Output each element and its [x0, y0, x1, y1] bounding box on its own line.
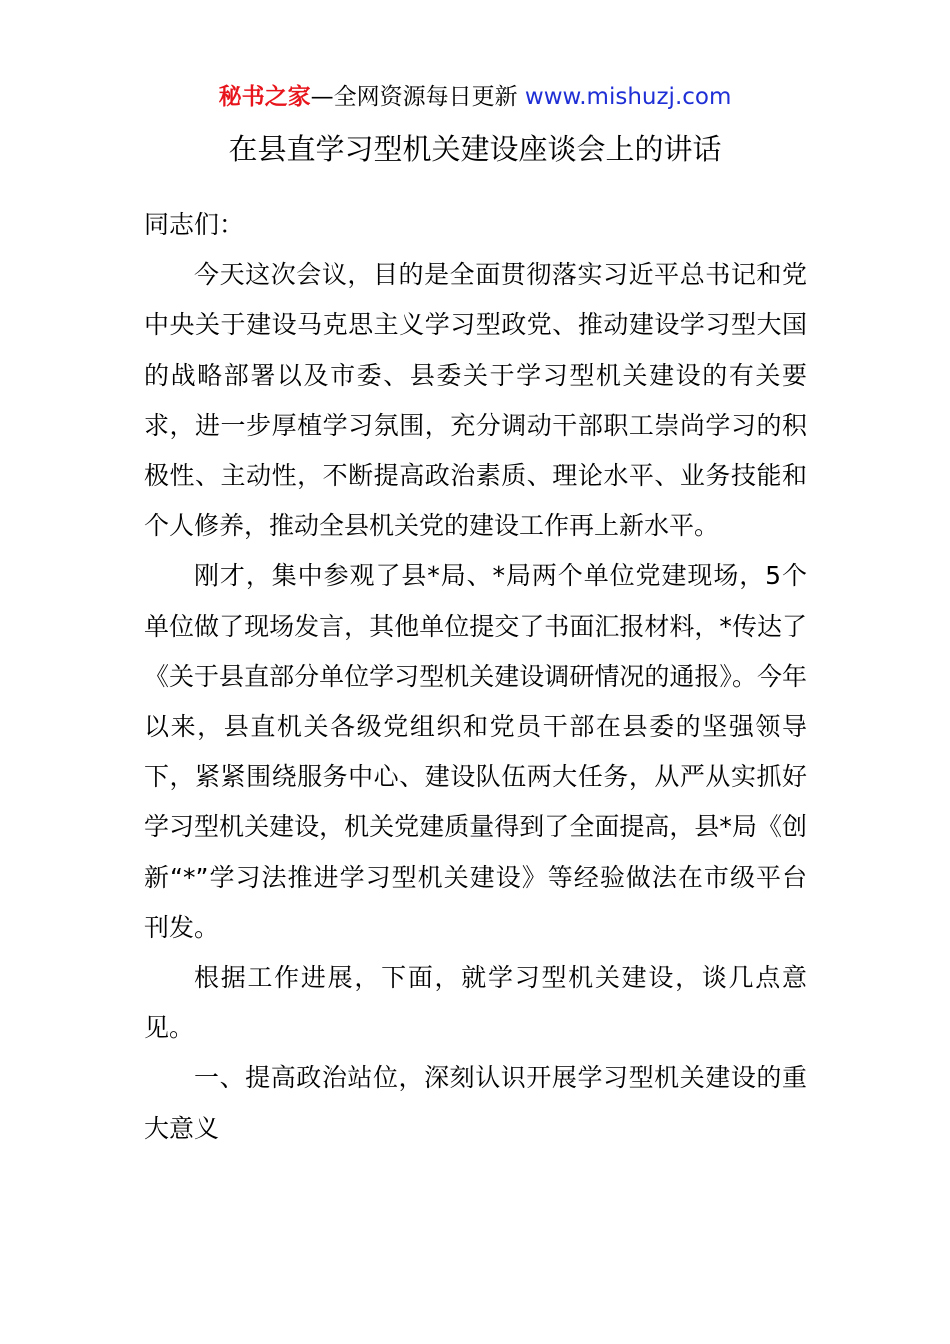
- paragraph-3: 根据工作进展，下面，就学习型机关建设，谈几点意见。: [144, 963, 807, 1043]
- site-header: [0, 80, 950, 114]
- document-body: [144, 200, 807, 1154]
- paragraph-1: 今天这次会议，目的是全面贯彻落实习近平总书记和党中央关于建设马克思主义学习型政党、推动建设学习型大国的战略部署以及市委、县委关于学习型机关建设的有关要求，进一步厚植学习氛围，充分调动干部职工崇尚学习的积极性、主动性，不断提高政治素质、理论水平、业务技能和个人修养，推动全县机关党的建设工作再上新水平。: [144, 260, 807, 541]
- document-title: 在县直学习型机关建设座谈会上的讲话: [228, 132, 722, 166]
- site-url-link[interactable]: www.mishuzj.com: [524, 84, 732, 110]
- site-tagline: —全网资源每日更新: [310, 84, 518, 110]
- paragraph-2: 刚才，集中参观了县*局、*局两个单位党建现场，5个单位做了现场发言，其他单位提交了书面汇报材料，*传达了《关于县直部分单位学习型机关建设调研情况的通报》。今年以来，县直机关各级党组织和党员干部在县委的坚强领导下，紧紧围绕服务中心、建设队伍两大任务，从严从实抓好学习型机关建设，机关党建质量得到了全面提高，县*局《创新“*”学习法推进学习型机关建设》等经验做法在市级平台刊发。: [144, 561, 807, 942]
- section-heading: 一、提高政治站位，深刻认识开展学习型机关建设的重大意义: [144, 1063, 807, 1143]
- salutation: 同志们：: [144, 210, 245, 239]
- brand-name: 秘书之家: [218, 84, 311, 110]
